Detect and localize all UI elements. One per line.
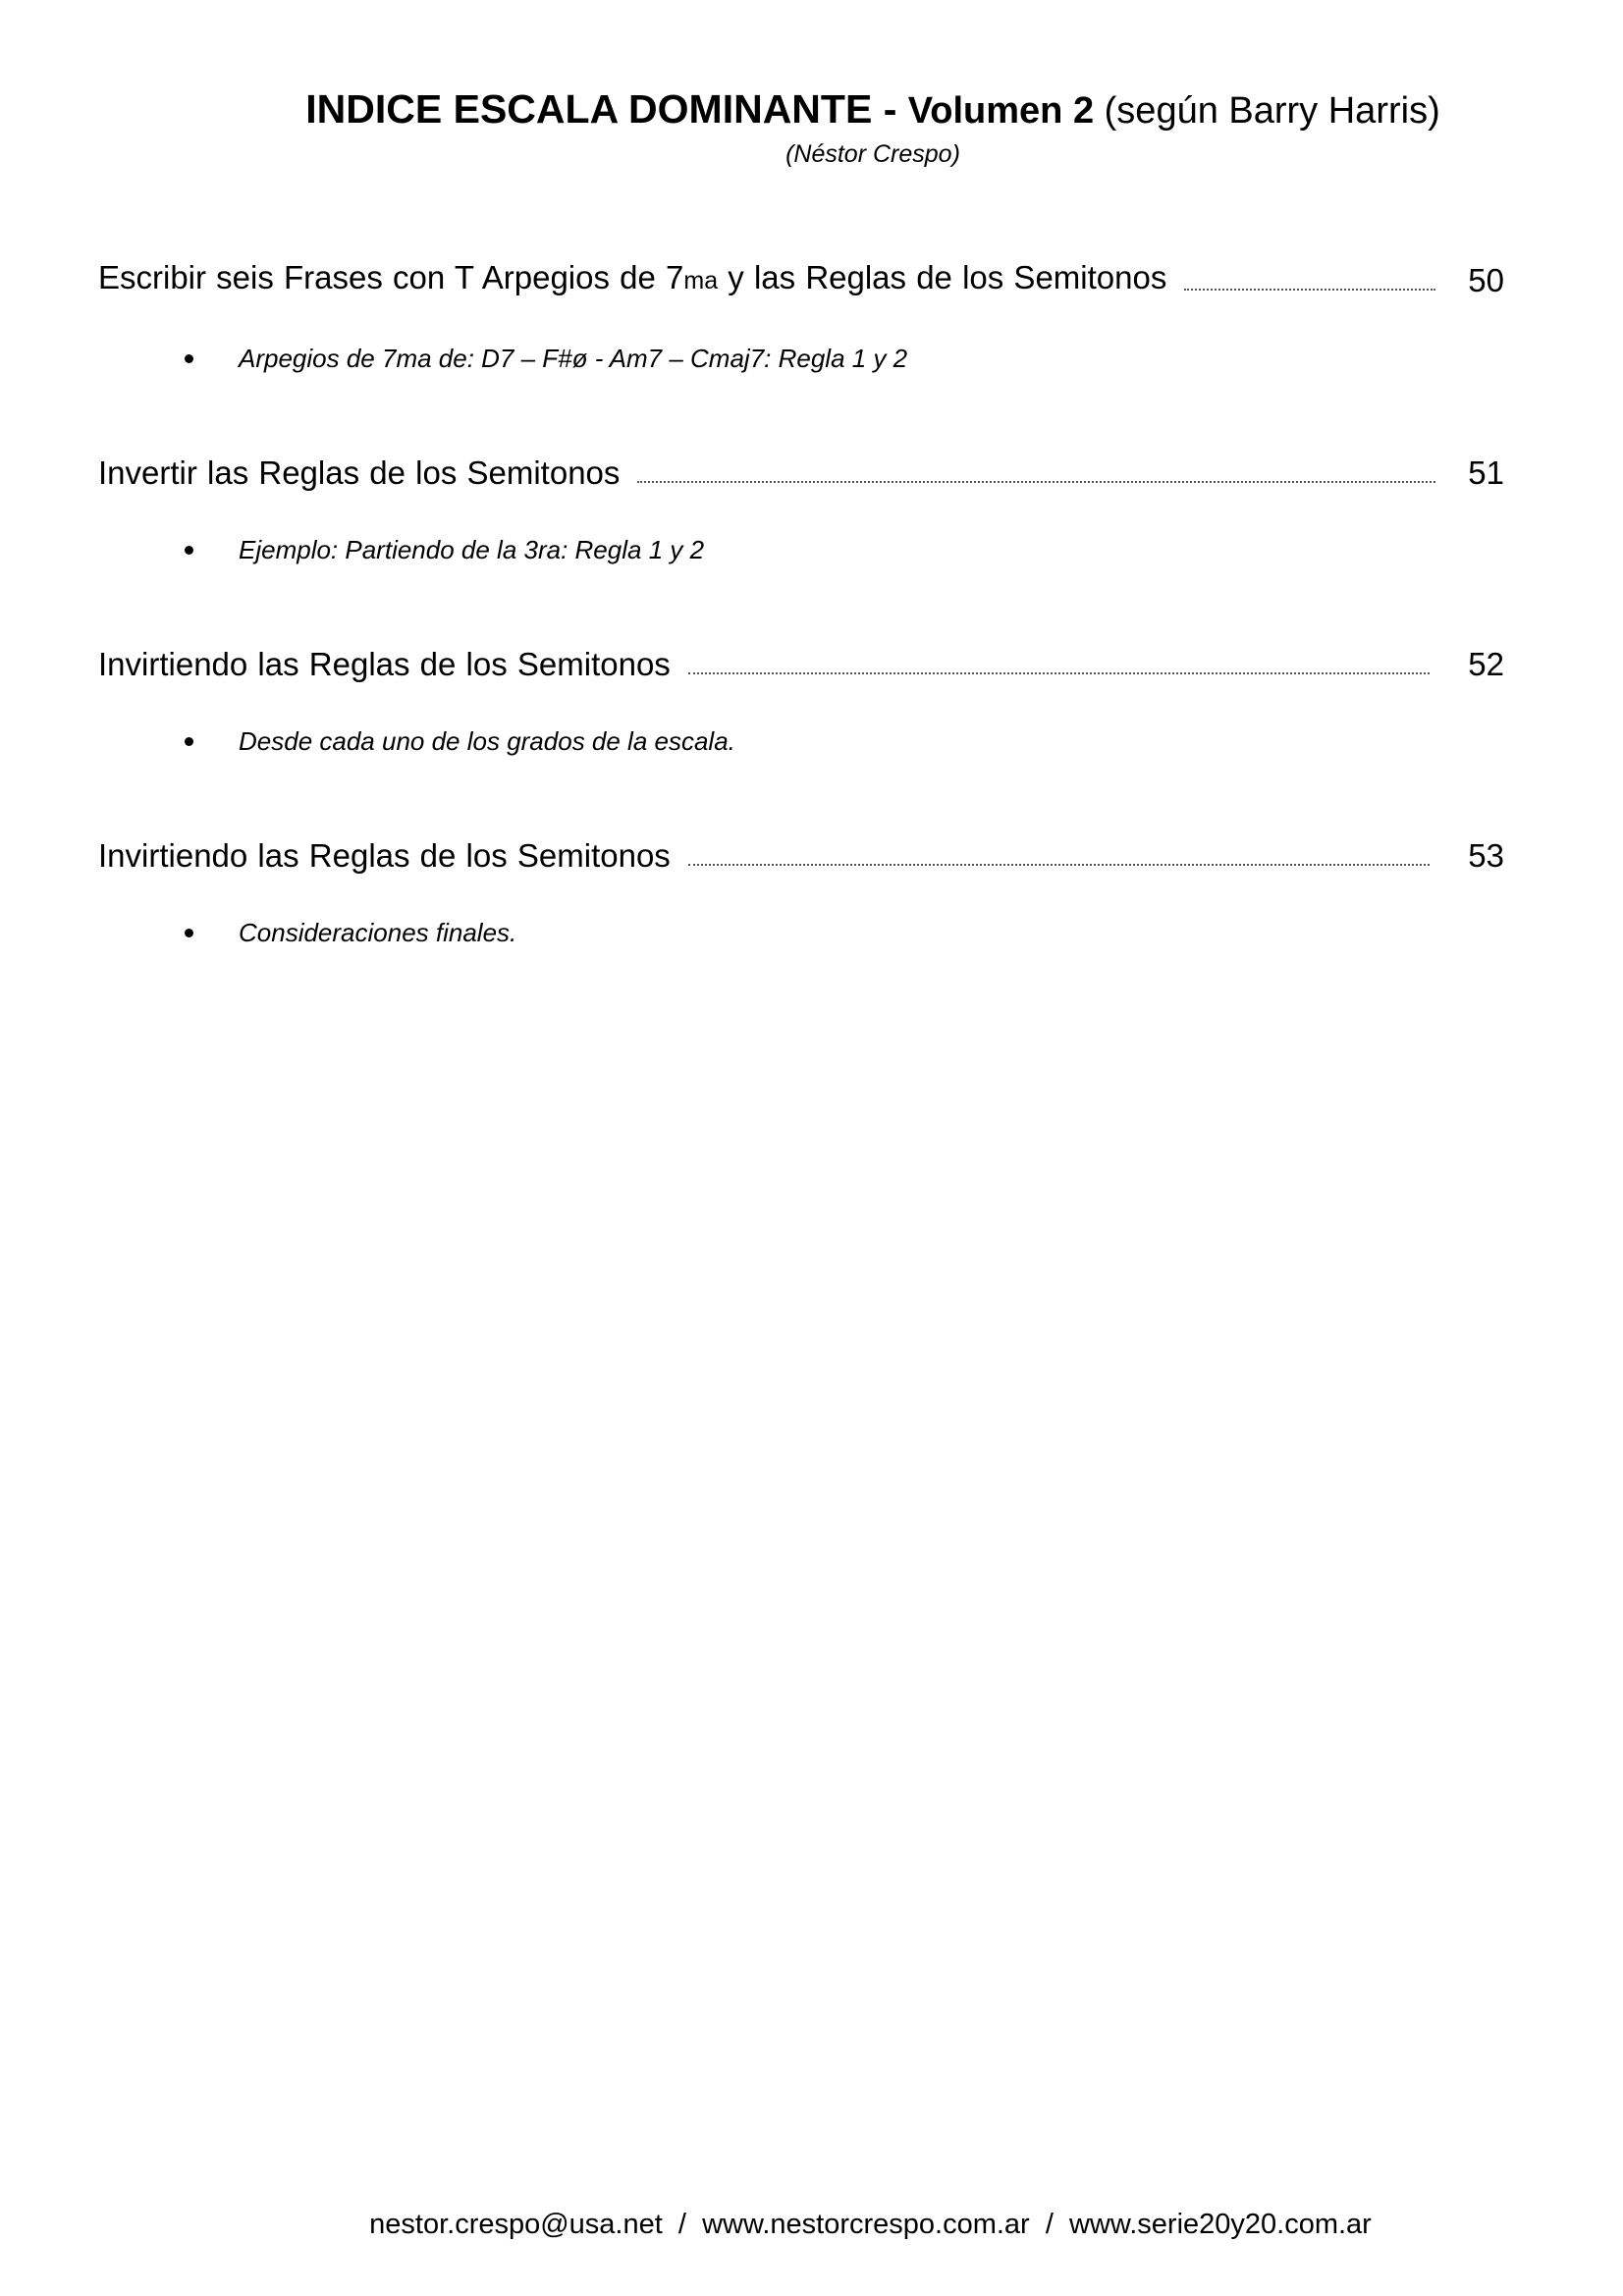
bullet-icon: [185, 737, 193, 746]
toc-entry-title: Invertir las Reglas de los Semitonos: [98, 454, 621, 491]
toc-entry: [98, 832, 1504, 876]
title-subtitle: (según Barry Harris): [1094, 90, 1440, 132]
toc-page-number: 53: [1468, 837, 1504, 874]
toc-subitem-text: Arpegios de 7ma de: D7 – F#ø - Am7 – Cmaj7: Regla 1 y 2: [239, 344, 908, 373]
toc-subitem: [185, 342, 907, 375]
toc-subitem: [185, 916, 516, 949]
bullet-icon: [185, 929, 193, 937]
title-main: INDICE ESCALA DOMINANTE -: [305, 86, 908, 132]
toc-entry-title: Escribir seis Frases con T Arpegios de 7ma y las Reglas de los Semitonos: [98, 259, 1167, 295]
toc-page-number: 52: [1468, 646, 1504, 682]
dot-leader: [637, 481, 1435, 483]
document-header: [0, 84, 1623, 169]
toc-subitem-text: Ejemplo: Partiendo de la 3ra: Regla 1 y 2: [239, 535, 705, 564]
dot-leader: [1184, 289, 1435, 291]
toc-subitem-text: Consideraciones finales.: [239, 918, 517, 947]
document-title: [0, 84, 1623, 135]
toc-page-number: 51: [1468, 454, 1504, 491]
title-volume: Volumen 2: [907, 90, 1095, 132]
toc-entry-title: Invirtiendo las Reglas de los Semitonos: [98, 837, 671, 874]
toc-entry: [98, 641, 1504, 684]
toc-entry-title: Invirtiendo las Reglas de los Semitonos: [98, 646, 671, 682]
page-footer: nestor.crespo@usa.net / www.nestorcrespo.com.ar / www.serie20y20.com.ar: [369, 2209, 1372, 2240]
toc-subitem: [185, 533, 704, 566]
dot-leader: [688, 864, 1430, 866]
author-name: (Néstor Crespo): [785, 140, 960, 168]
toc-entry: [98, 450, 1504, 493]
toc-subitem-text: Desde cada uno de los grados de la escala.: [239, 726, 735, 756]
dot-leader: [688, 672, 1430, 674]
bullet-icon: [185, 546, 193, 555]
toc-page-number: 50: [1468, 262, 1504, 298]
bullet-icon: [185, 354, 193, 363]
toc-subitem: [185, 724, 735, 758]
toc-entry: [98, 257, 1504, 300]
